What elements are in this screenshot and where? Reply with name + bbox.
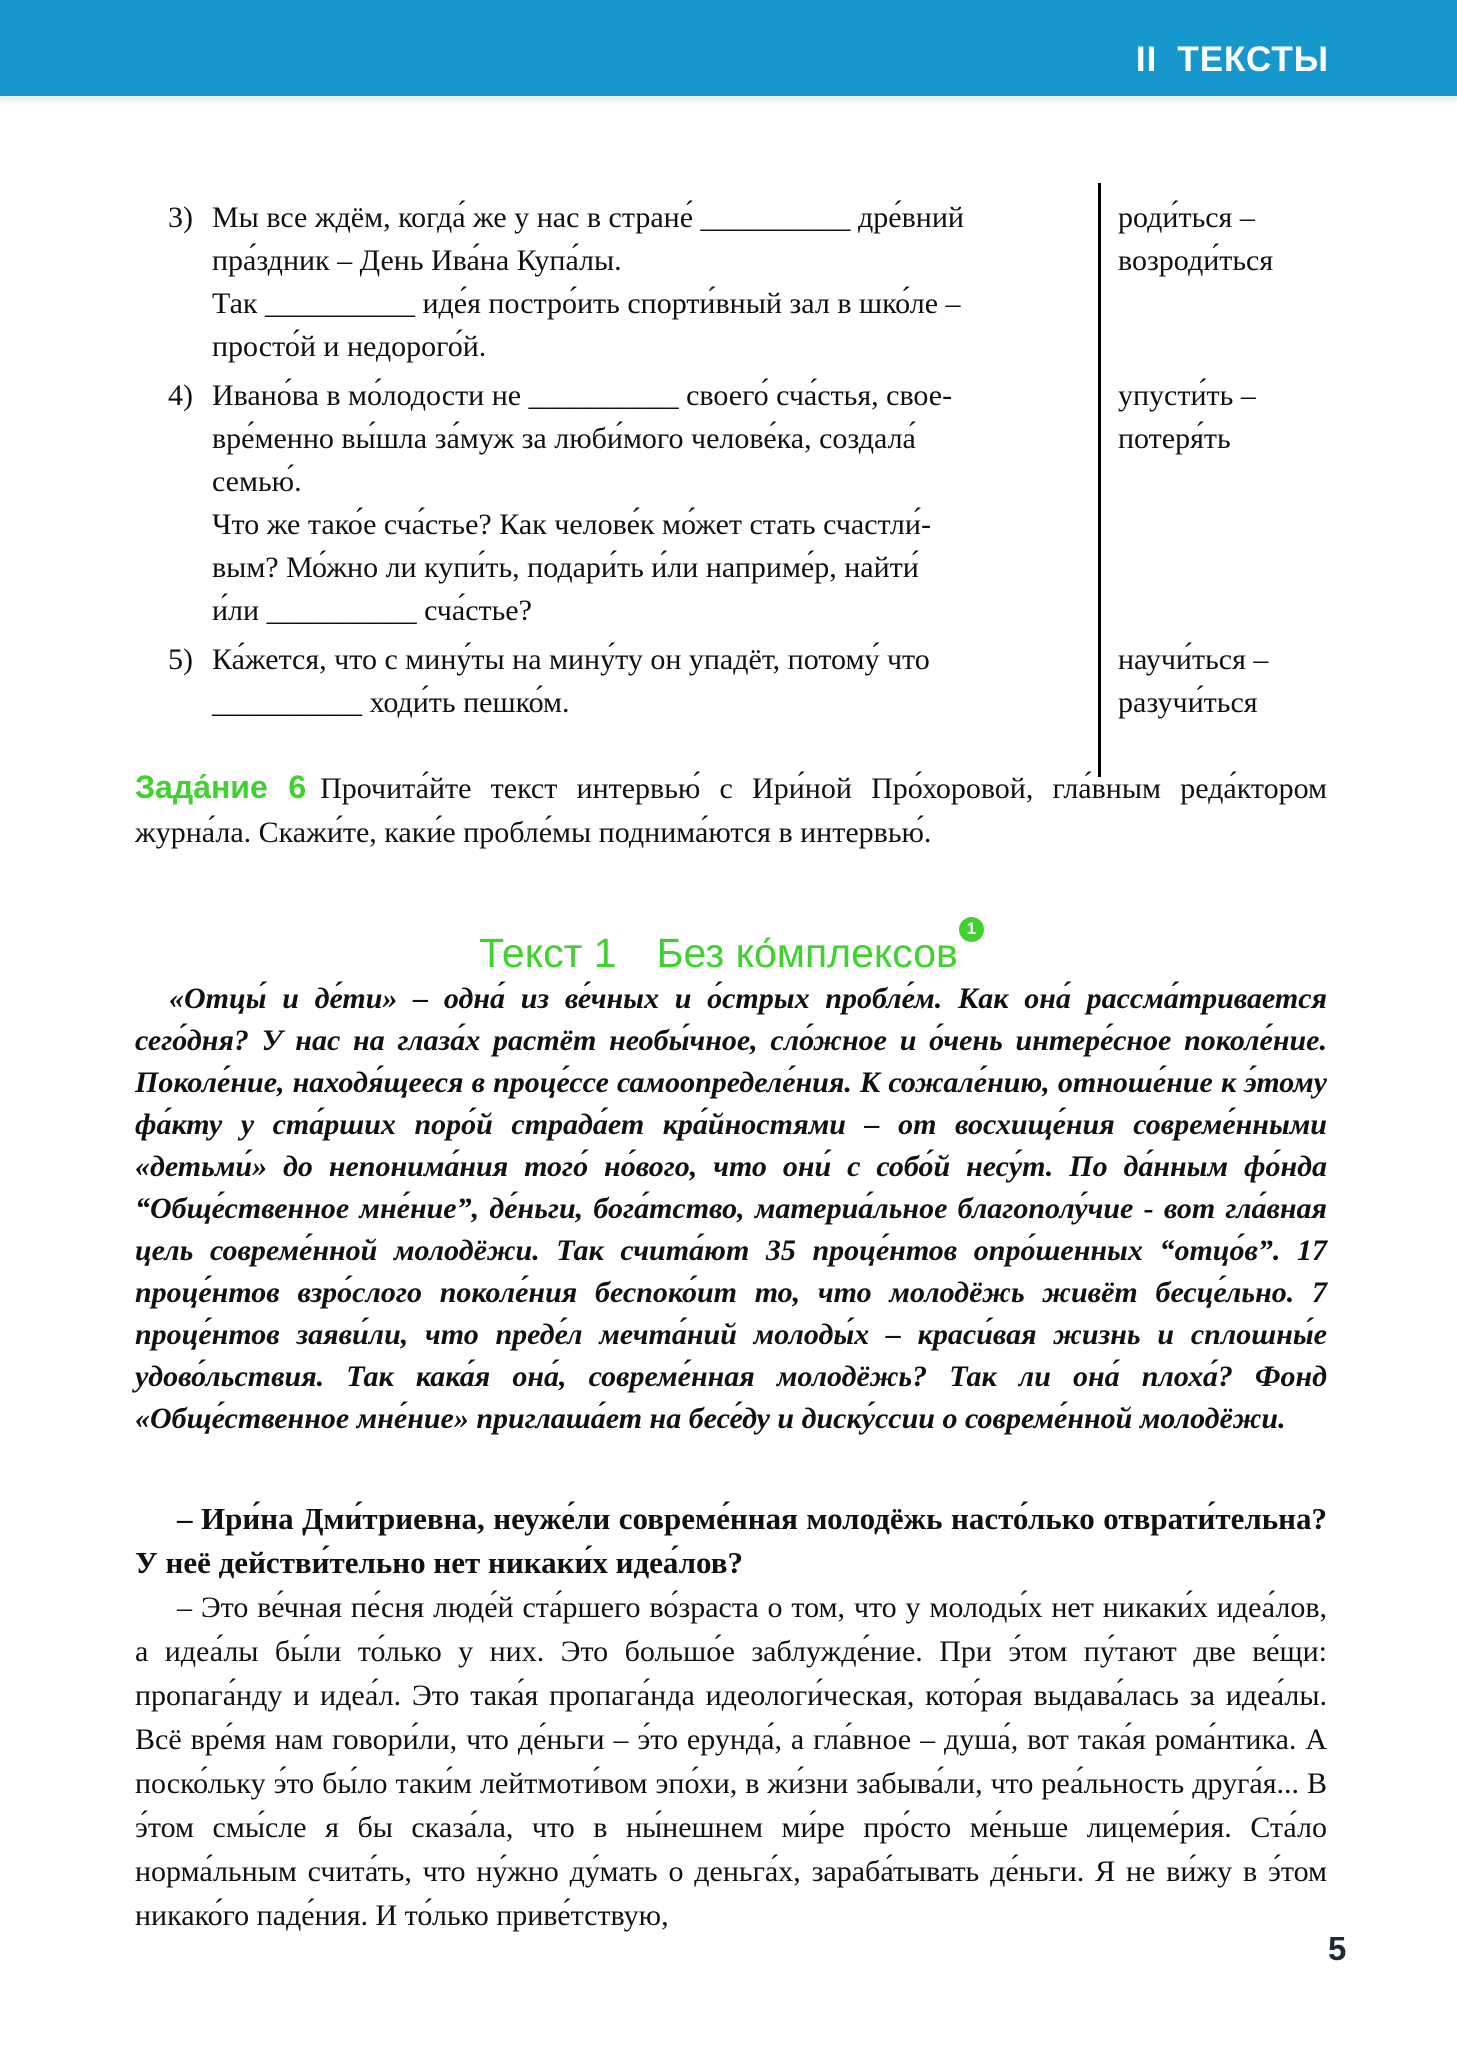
item-line: вым? Мо́жно ли купи́ть, подари́ть и́ли наприме́р, найти́ xyxy=(212,551,919,584)
item-line: семью́. xyxy=(212,465,302,498)
exercise-item-5 xyxy=(168,638,1073,724)
footnote-marker-icon: 1 xyxy=(959,917,984,942)
exercise-item-4 xyxy=(168,374,1073,632)
item-line: Мы все ждём, когда́ же у нас в стране́ __________ дре́вний xyxy=(212,201,964,234)
section-number: II xyxy=(1135,40,1158,79)
item-line: просто́й и недорого́й. xyxy=(212,330,487,363)
verb-pair-3 xyxy=(1118,196,1273,282)
exercise-item-3 xyxy=(168,196,1073,368)
task-label: Зада́ние 6 xyxy=(135,769,307,805)
item-line: Так __________ иде́я постро́ить спорти́вный зал в шко́ле – xyxy=(212,287,961,320)
verb-pair-word: разучи́ться xyxy=(1118,686,1258,719)
text-title: Без ко́мплексов xyxy=(656,930,958,977)
item-number: 3) xyxy=(168,201,193,234)
verb-pair-word: возроди́ться xyxy=(1118,244,1274,277)
item-number: 5) xyxy=(168,643,193,676)
item-line: Что же тако́е сча́стье? Как челове́к мо́жет стать счастли́- xyxy=(212,508,931,541)
text-number-label: Текст 1 xyxy=(479,930,617,977)
exercise-block xyxy=(168,196,1358,724)
interview-question: – Ири́на Дми́триевна, неуже́ли совреме́нная молодёжь насто́лько отврати́тельна? У неё действи́тельно нет никаки́х идеа́лов? xyxy=(135,1501,1327,1580)
exercise-items xyxy=(168,196,1073,724)
verb-pair-5 xyxy=(1118,638,1268,724)
item-line: Ка́жется, что с мину́ты на мину́ту он упадёт, потому́ что xyxy=(212,643,930,676)
text-1-intro-paragraph: «Отцы́ и де́ти» – одна́ из ве́чных и о́стрых пробле́м. Как она́ рассма́тривается сего́дня? У нас на глаза́х растёт необы́чное, сло́жное и о́чень интере́сное поколе́ние. Поколе́ние, находя́щееся в проце́ссе самоопределе́ния. К сожале́нию, отноше́ние к э́тому фа́кту у ста́рших поро́й страда́ет кра́йностями – от восхище́ния совреме́нными «детьми́» до непонима́ния того́ но́вого, что они́ с собо́й несу́т. По да́нным фо́нда “Обще́ственное мне́ние”, де́ньги, бога́тство, материа́льное благополу́чие - вот гла́вная цель совреме́нной молодёжи. Так счита́ют 35 проце́нтов опро́шенных “отцо́в”. 17 проце́нтов взро́слого поколе́ния беспоко́ит то, что молодёжь живёт бесце́льно. 7 проце́нтов заяви́ли, что преде́л мечта́ний молоды́х – краси́вая жизнь и сплошны́е удово́льствия. Так кака́я она́, совреме́нная молодёжь? Так ли она́ плоха́? Фонд «Обще́ственное мне́ние» приглаша́ет на бесе́ду и диску́ссии о совреме́нной молодёжи. xyxy=(135,982,1327,1435)
verb-pair-word: роди́ться – xyxy=(1118,201,1255,234)
verb-pair-word: упусти́ть – xyxy=(1118,379,1256,412)
interview-answer: – Это ве́чная пе́сня люде́й ста́ршего во́зраста о том, что у молоды́х нет никаки́х идеа́лов, а идеа́лы бы́ли то́лько у них. Это большо́е заблужде́ние. При э́том пу́тают две ве́щи: пропага́нду и идеа́л. Это така́я пропага́нда идеологи́ческая, кото́рая выдава́лась за идеа́лы. Всё вре́мя нам говори́ли, что де́ньги – э́то ерунда́, а гла́вное – душа́, вот така́я рома́нтика. А поско́льку э́то бы́ло таки́м лейтмоти́вом эпо́хи, в жи́зни забыва́ли, что реа́льность друга́я... В э́том смы́сле я бы сказа́ла, что в ны́нешнем ми́ре про́сто ме́ньше лицеме́рия. Ста́ло норма́льным счита́ть, что ну́жно ду́мать о деньга́х, зараба́тывать де́ньги. Я не ви́жу в э́том никако́го паде́ния. И то́лько приве́тствую, xyxy=(135,1591,1327,1932)
item-line: пра́здник – День Ива́на Купа́лы. xyxy=(212,244,622,277)
task-6 xyxy=(135,765,1327,855)
item-line: и́ли __________ сча́стье? xyxy=(212,594,532,627)
item-line: вре́менно вы́шла за́муж за люби́мого челове́ка, создала́ xyxy=(212,422,916,455)
section-title: ТЕКСТЫ xyxy=(1177,40,1329,79)
item-line: __________ ходи́ть пешко́м. xyxy=(212,686,570,719)
section-header xyxy=(1136,40,1329,80)
verb-pair-word: потеря́ть xyxy=(1118,422,1231,455)
text-1-heading xyxy=(135,919,1327,977)
task-instructions: Прочита́йте текст интервью́ с Ири́ной Про́хоровой, гла́вным реда́ктором журна́ла. Скажи́те, каки́е пробле́мы поднима́ются в интервью́. xyxy=(135,772,1327,849)
page-number: 5 xyxy=(1328,1930,1347,1967)
item-line: Ивано́ва в мо́лодости не __________ своего́ сча́стья, свое- xyxy=(212,379,953,412)
verb-pair-4 xyxy=(1118,374,1256,460)
verb-pair-word: научи́ться – xyxy=(1118,643,1269,676)
item-number: 4) xyxy=(168,379,193,412)
header-bar xyxy=(0,0,1457,96)
vertical-divider xyxy=(1098,183,1101,777)
